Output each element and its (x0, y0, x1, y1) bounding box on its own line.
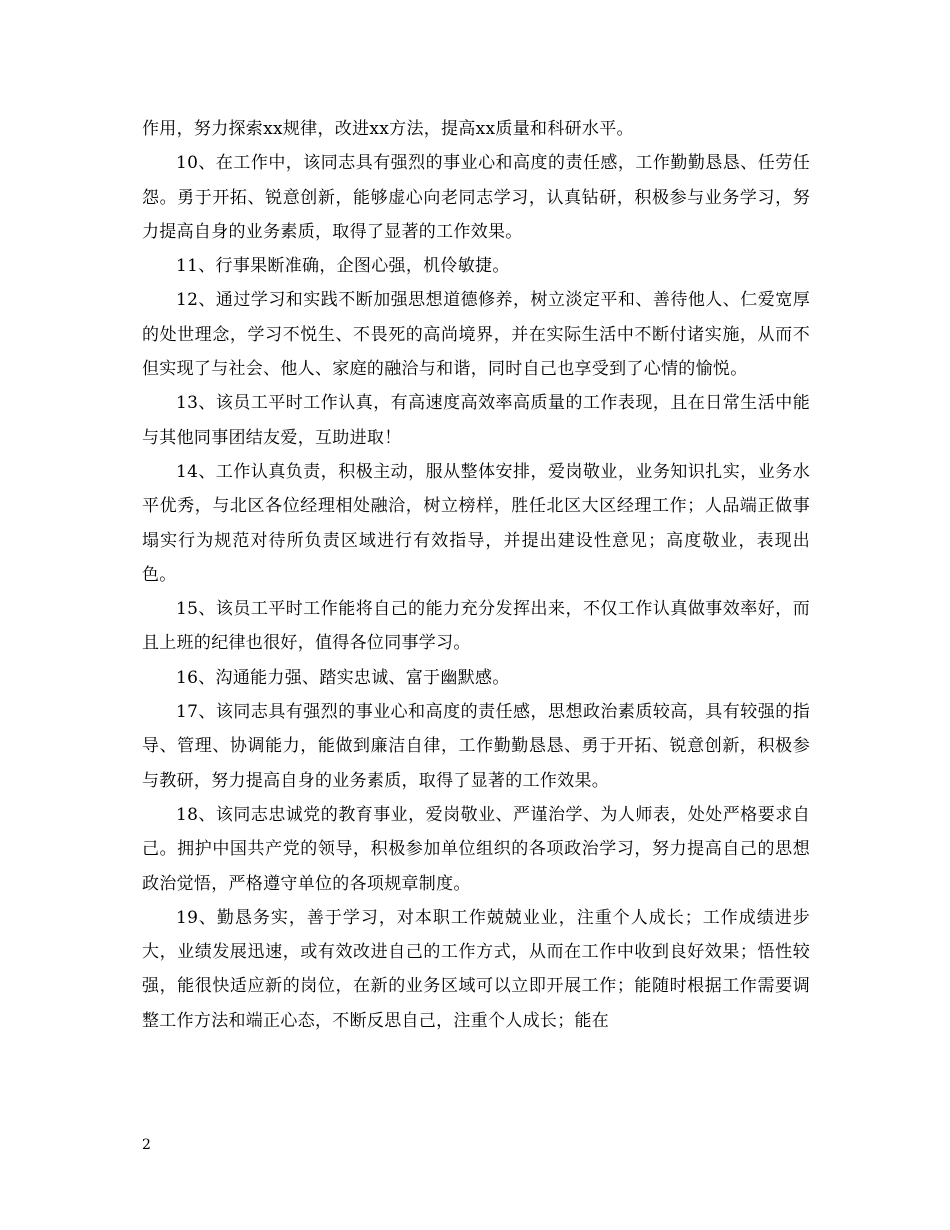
paragraph-item-13: 13、该员工平时工作认真，有高速度高效率高质量的工作表现，且在日常生活中能与其他同事团结友爱，互助进取！ (142, 393, 810, 448)
paragraph-item-18: 18、该同志忠诚党的教育事业，爱岗敬业、严谨治学、为人师表，处处严格要求自己。拥护中国共产党的领导，积极参加单位组织的各项政治学习，努力提高自己的思想政治觉悟，严格遵守单位的各项规章制度。 (142, 804, 810, 894)
paragraph-item-17: 17、该同志具有强烈的事业心和高度的责任感，思想政治素质较高，具有较强的指导、管理、协调能力，能做到廉洁自律，工作勤勤恳恳、勇于开拓、锐意创新，积极参与教研，努力提高自身的业务素质，取得了显著的工作效果。 (142, 702, 810, 791)
paragraph-item-11: 11、行事果断准确，企图心强，机伶敏捷。 (176, 256, 510, 277)
paragraph-item-14: 14、工作认真负责，积极主动，服从整体安排，爱岗敬业，业务知识扎实，业务水平优秀，与北区各位经理相处融洽，树立榜样，胜任北区大区经理工作；人品端正做事塌实行为规范对待所负责区域进行有效指导，并提出建设性意见；高度敬业，表现出色。 (142, 461, 810, 585)
paragraph-item-10: 10、在工作中，该同志具有强烈的事业心和高度的责任感，工作勤勤恳恳、任劳任怨。勇于开拓、锐意创新，能够虚心向老同志学习，认真钻研，积极参与业务学习，努力提高自身的业务素质，取得了显著的工作效果。 (142, 153, 810, 242)
paragraph-item-12: 12、通过学习和实践不断加强思想道德修养，树立淡定平和、善待他人、仁爱宽厚的处世理念，学习不悦生、不畏死的高尚境界，并在实际生活中不断付诸实施，从而不但实现了与社会、他人、家庭的融洽与和谐，同时自己也享受到了心情的愉悦。 (142, 290, 810, 380)
paragraph-item-15: 15、该员工平时工作能将自己的能力充分发挥出来，不仅工作认真做事效率好，而且上班的纪律也很好，值得各位同事学习。 (142, 599, 810, 654)
paragraph-continuation: 作用，努力探索xx规律，改进xx方法，提高xx质量和科研水平。 (142, 119, 634, 139)
document-body (142, 112, 810, 1038)
paragraph-item-16: 16、沟通能力强、踏实忠诚、富于幽默感。 (176, 667, 510, 688)
page-number: 2 (142, 1137, 151, 1153)
paragraph-item-19: 19、勤恳务实，善于学习，对本职工作兢兢业业，注重个人成长；工作成绩进步大，业绩发展迅速，或有效改进自己的工作方式，从而在工作中收到良好效果；悟性较强，能很快适应新的岗位，在新的业务区域可以立即开展工作；能随时根据工作需要调整工作方法和端正心态，不断反思自己，注重个人成长；能在 (142, 907, 810, 1031)
